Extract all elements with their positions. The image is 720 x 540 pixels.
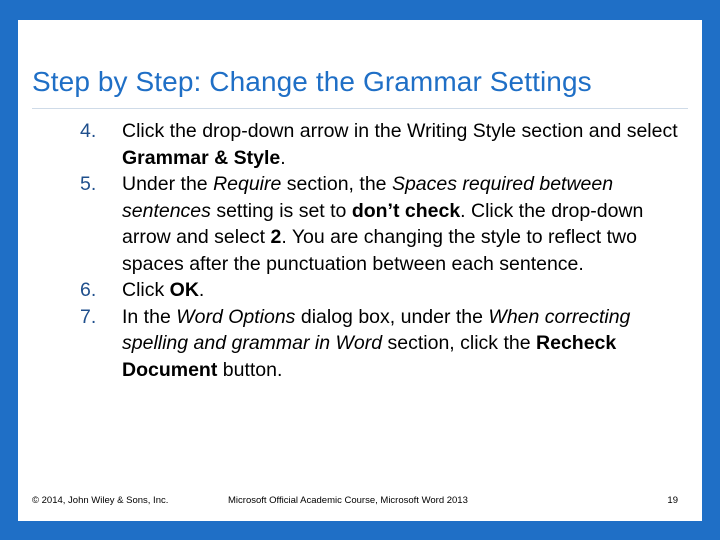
step-text bbox=[122, 306, 630, 381]
step-number: 4. bbox=[80, 120, 97, 142]
step-text-run: button. bbox=[217, 358, 283, 381]
step-text bbox=[122, 173, 643, 275]
footer-course-name: Microsoft Official Academic Course, Microsoft Word 2013 bbox=[228, 495, 468, 506]
step-text-run: Click bbox=[122, 279, 170, 301]
step-text-run: OK bbox=[169, 279, 199, 301]
step-text-run: setting is set to bbox=[210, 199, 352, 222]
slide-title: Step by Step: Change the Grammar Settings bbox=[32, 66, 592, 97]
step-number: 5. bbox=[80, 173, 97, 195]
step-text-run: . bbox=[280, 146, 286, 169]
step-number: 7. bbox=[80, 305, 97, 328]
step-text-run: Under the bbox=[122, 173, 214, 195]
step-text-run: section, the bbox=[281, 173, 392, 195]
step-text-run: dialog box, under the bbox=[295, 305, 489, 328]
step-item bbox=[42, 304, 682, 384]
title-divider bbox=[32, 108, 688, 109]
step-text bbox=[122, 120, 678, 169]
footer-page-number: 19 bbox=[667, 495, 678, 506]
step-number: 6. bbox=[80, 279, 97, 301]
step-text-run: Spaces required between sentences bbox=[122, 173, 614, 222]
step-text-run: Click the drop-down arrow in the Writing Style section and select bbox=[122, 120, 678, 142]
step-item bbox=[42, 118, 682, 171]
step-text-run: Require bbox=[213, 173, 282, 195]
step-text-run: When correcting spelling and grammar in Word bbox=[122, 305, 631, 354]
step-text-run: In the bbox=[122, 305, 177, 328]
step-text-run: section, click the bbox=[382, 332, 537, 354]
step-text bbox=[122, 279, 204, 301]
footer-copyright: © 2014, John Wiley & Sons, Inc. bbox=[32, 495, 169, 506]
step-text-run: Recheck Document bbox=[122, 332, 617, 381]
step-text-run: Grammar & Style bbox=[122, 146, 281, 169]
step-text-run: . bbox=[198, 279, 205, 301]
step-item bbox=[42, 277, 682, 304]
slide bbox=[18, 20, 702, 521]
step-text-run: 2 bbox=[270, 226, 282, 248]
step-text-run: Word Options bbox=[176, 305, 296, 328]
step-text-run: don’t check bbox=[351, 199, 461, 222]
step-text-run: . Click the drop-down arrow and select bbox=[122, 199, 644, 248]
step-list bbox=[42, 118, 682, 383]
step-item bbox=[42, 171, 682, 277]
step-text-run: . You are changing the style to reflect two spaces after the punctuation between each sentence. bbox=[122, 226, 637, 275]
